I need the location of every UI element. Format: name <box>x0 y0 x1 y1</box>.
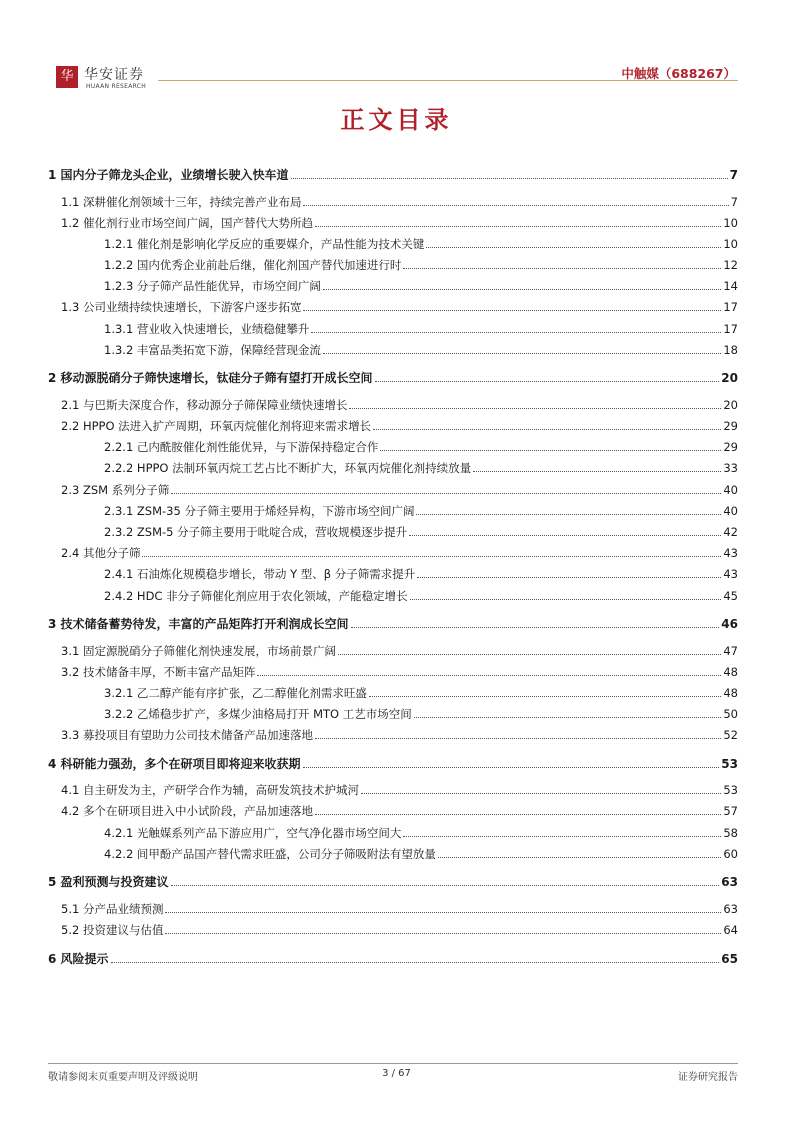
toc-entry-label: 2 移动源脱硝分子筛快速增长，钛硅分子筛有望打开成长空间 <box>48 371 373 386</box>
header-ticker: 中触媒（688267） <box>621 66 736 81</box>
toc-leader-dots <box>338 654 721 655</box>
toc-entry-label: 2.4.1 石油炼化规模稳步增长，带动 Y 型、β 分子筛需求提升 <box>104 567 416 582</box>
toc-leader-dots <box>417 577 721 578</box>
toc-entry[interactable] <box>48 440 738 454</box>
toc-entry-label: 1 国内分子筛龙头企业，业绩增长驶入快车道 <box>48 168 289 182</box>
toc-entry[interactable] <box>48 195 738 209</box>
toc-entry-page: 43 <box>723 546 738 561</box>
toc-leader-dots <box>323 353 721 354</box>
toc-entry-page: 17 <box>723 300 738 315</box>
toc-entry-label: 1.2 催化剂行业市场空间广阔，国产替代大势所趋 <box>61 215 313 230</box>
toc-entry[interactable] <box>48 300 738 314</box>
toc-leader-dots <box>315 814 721 815</box>
toc-entry-page: 42 <box>723 524 738 539</box>
toc-entry[interactable] <box>48 567 738 581</box>
toc-entry[interactable] <box>48 686 738 700</box>
toc-entry-page: 63 <box>723 901 738 916</box>
huaan-logo-icon: 华 <box>56 66 78 88</box>
toc-entry-page: 47 <box>723 643 738 658</box>
toc-leader-dots <box>403 836 721 837</box>
toc-entry-page: 40 <box>723 503 738 518</box>
toc-entry[interactable] <box>48 322 738 336</box>
toc-entry-label: 6 风险提示 <box>48 951 109 966</box>
toc-leader-dots <box>409 535 721 536</box>
toc-entry-label: 2.3 ZSM 系列分子筛 <box>61 482 170 497</box>
toc-entry-label: 3.2.1 乙二醇产能有序扩张，乙二醇催化剂需求旺盛 <box>104 685 367 700</box>
toc-entry-label: 4.2.1 光触媒系列产品下游应用广，空气净化器市场空间大 <box>104 825 402 840</box>
toc-entry-label: 2.2.2 HPPO 法制环氧丙烷工艺占比不断扩大，环氧丙烷催化剂持续放量 <box>104 461 472 476</box>
toc-entry-page: 43 <box>723 567 738 582</box>
toc-entry[interactable] <box>48 875 738 889</box>
toc-entry[interactable] <box>48 525 738 539</box>
toc-entry-label: 3.2.2 乙烯稳步扩产，多煤少油格局打开 MTO 工艺市场空间 <box>104 707 412 722</box>
toc-entry-label: 1.2.1 催化剂是影响化学反应的重要媒介，产品性能为技术关键 <box>104 236 425 251</box>
toc-entry-page: 48 <box>723 664 738 679</box>
toc-entry[interactable] <box>48 847 738 861</box>
toc-entry[interactable] <box>48 665 738 679</box>
toc-leader-dots <box>369 696 721 697</box>
toc-entry-label: 2.2.1 己内酰胺催化剂性能优异，与下游保持稳定合作 <box>104 440 379 455</box>
footer-divider <box>48 1063 738 1064</box>
toc-leader-dots <box>414 717 722 718</box>
toc-entry-page: 53 <box>723 783 738 798</box>
toc-entry-label: 1.1 深耕催化剂领域十三年，持续完善产业布局 <box>61 194 302 209</box>
toc-entry-page: 20 <box>721 371 738 386</box>
toc-entry-page: 18 <box>723 342 738 357</box>
toc-leader-dots <box>380 450 721 451</box>
toc-entry-label: 4.1 自主研发为主，产研学合作为辅，高研发筑技术护城河 <box>61 783 359 798</box>
toc-leader-dots <box>473 471 721 472</box>
toc-entry-label: 1.3 公司业绩持续快速增长，下游客户逐步拓宽 <box>61 300 302 315</box>
toc-entry-page: 48 <box>723 685 738 700</box>
toc-entry-page: 52 <box>723 728 738 743</box>
toc-entry[interactable] <box>48 589 738 603</box>
toc-entry-page: 7 <box>729 168 738 182</box>
toc-entry-page: 14 <box>723 279 738 294</box>
toc-entry[interactable] <box>48 168 738 182</box>
toc-leader-dots <box>291 178 728 179</box>
toc-entry[interactable] <box>48 343 738 357</box>
toc-entry-label: 2.2 HPPO 法进入扩产周期，环氧丙烷催化剂将迎来需求增长 <box>61 419 372 433</box>
footer-page-number: 3 / 67 <box>382 1068 411 1079</box>
toc-entry[interactable] <box>48 461 738 475</box>
toc-entry[interactable] <box>48 504 738 518</box>
toc-entry-label: 1.3.1 营业收入快速增长，业绩稳健攀升 <box>104 321 310 336</box>
toc-entry[interactable] <box>48 258 738 272</box>
toc-leader-dots <box>311 332 721 333</box>
toc-entry-label: 3.2 技术储备丰厚，不断丰富产品矩阵 <box>61 664 256 679</box>
toc-leader-dots <box>349 408 721 409</box>
toc-entry[interactable] <box>48 952 738 966</box>
toc-entry-page: 64 <box>723 923 738 937</box>
toc-entry[interactable] <box>48 707 738 721</box>
logo-english-name: HUAAN RESEARCH <box>86 83 147 90</box>
toc-entry[interactable] <box>48 237 738 251</box>
toc-entry[interactable] <box>48 617 738 631</box>
footer-disclaimer: 敬请参阅末页重要声明及评级说明 <box>48 1072 198 1083</box>
toc-entry-label: 5.1 分产品业绩预测 <box>61 901 164 916</box>
toc-entry[interactable] <box>48 728 738 742</box>
toc-entry[interactable] <box>48 804 738 818</box>
toc-entry[interactable] <box>48 546 738 560</box>
toc-entry-page: 10 <box>723 215 738 230</box>
toc-leader-dots <box>171 493 721 494</box>
toc-entry-page: 57 <box>723 804 738 819</box>
toc-entry-page: 63 <box>721 875 738 890</box>
toc-leader-dots <box>303 205 728 206</box>
toc-leader-dots <box>315 226 721 227</box>
toc-entry-page: 7 <box>730 194 738 209</box>
toc-entry[interactable] <box>48 923 738 937</box>
toc-entry-label: 2.4.2 HDC 非分子筛催化剂应用于农化领域，产能稳定增长 <box>104 588 408 603</box>
toc-leader-dots <box>165 912 721 913</box>
toc-leader-dots <box>438 857 721 858</box>
toc-entry-label: 1.2.2 国内优秀企业前赴后继，催化剂国产替代加速进行时 <box>104 258 402 273</box>
toc-entry-label: 3 技术储备蓄势待发，丰富的产品矩阵打开利润成长空间 <box>48 617 349 631</box>
toc-entry-page: 45 <box>723 588 738 603</box>
toc-entry[interactable] <box>48 398 738 412</box>
toc-entry-label: 2.1 与巴斯夫深度合作，移动源分子筛保障业绩快速增长 <box>61 397 348 412</box>
toc-entry-page: 10 <box>723 236 738 251</box>
toc-entry-page: 65 <box>721 951 738 966</box>
toc-entry-page: 60 <box>723 846 738 861</box>
toc-leader-dots <box>171 885 720 886</box>
toc-entry[interactable] <box>48 783 738 797</box>
toc-entry-label: 1.3.2 丰富品类拓宽下游，保障经营现金流 <box>104 342 321 357</box>
toc-entry-label: 2.3.2 ZSM-5 分子筛主要用于吡啶合成，营收规模逐步提升 <box>104 524 408 539</box>
toc-leader-dots <box>351 627 720 628</box>
footer-report-type: 证券研究报告 <box>678 1072 738 1083</box>
toc-entry[interactable] <box>48 902 738 916</box>
toc-leader-dots <box>303 767 720 768</box>
toc-entry-page: 46 <box>721 617 738 631</box>
toc-leader-dots <box>410 599 722 600</box>
toc-entry-page: 50 <box>723 707 738 722</box>
toc-entry-label: 2.4 其他分子筛 <box>61 546 141 561</box>
page-header <box>48 62 738 96</box>
toc-leader-dots <box>111 962 720 963</box>
toc-entry[interactable] <box>48 216 738 230</box>
toc-entry[interactable] <box>48 826 738 840</box>
toc-entry-page: 12 <box>723 258 738 273</box>
toc-entry-label: 1.2.3 分子筛产品性能优异，市场空间广阔 <box>104 279 321 294</box>
page-title: 正文目录 <box>340 105 453 134</box>
toc-leader-dots <box>361 793 721 794</box>
toc-entry-label: 2.3.1 ZSM-35 分子筛主要用于烯烃异构，下游市场空间广阔 <box>104 503 415 518</box>
toc-entry-label: 3.1 固定源脱硝分子筛催化剂快速发展，市场前景广阔 <box>61 643 336 658</box>
toc-entry-page: 20 <box>723 397 738 412</box>
toc-leader-dots <box>323 289 721 290</box>
toc-entry-page: 29 <box>723 419 738 433</box>
toc-entry-page: 33 <box>723 461 738 476</box>
toc-leader-dots <box>142 556 721 557</box>
toc-entry-label: 4.2.2 间甲酚产品国产替代需求旺盛，公司分子筛吸附法有望放量 <box>104 846 436 861</box>
toc-leader-dots <box>416 514 721 515</box>
toc-entry-label: 4.2 多个在研项目进入中小试阶段，产品加速落地 <box>61 804 313 819</box>
toc-leader-dots <box>257 675 721 676</box>
toc-leader-dots <box>373 429 721 430</box>
toc-entry[interactable] <box>48 644 738 658</box>
toc-leader-dots <box>426 247 721 248</box>
toc-leader-dots <box>375 381 720 382</box>
toc-entry-label: 5 盈利预测与投资建议 <box>48 875 169 890</box>
toc-leader-dots <box>403 268 721 269</box>
toc-entry-page: 17 <box>723 321 738 336</box>
toc-entry-page: 40 <box>723 482 738 497</box>
toc-entry[interactable] <box>48 419 738 433</box>
toc-entry[interactable] <box>48 371 738 385</box>
toc-entry-page: 58 <box>723 825 738 840</box>
toc-entry[interactable] <box>48 279 738 293</box>
toc-leader-dots <box>315 738 721 739</box>
toc-leader-dots <box>165 933 721 934</box>
toc-entry-label: 5.2 投资建议与估值 <box>61 923 164 937</box>
toc-entry-label: 3.3 募投项目有望助力公司技术储备产品加速落地 <box>61 728 313 743</box>
toc-leader-dots <box>303 310 721 311</box>
toc-entry-label: 4 科研能力强劲，多个在研项目即将迎来收获期 <box>48 756 301 771</box>
toc-entry[interactable] <box>48 483 738 497</box>
toc-entry-page: 29 <box>723 440 738 455</box>
table-of-contents <box>48 168 738 966</box>
toc-entry-page: 53 <box>721 756 738 771</box>
logo-company-name: 华安证券 <box>84 67 144 83</box>
toc-entry[interactable] <box>48 757 738 771</box>
